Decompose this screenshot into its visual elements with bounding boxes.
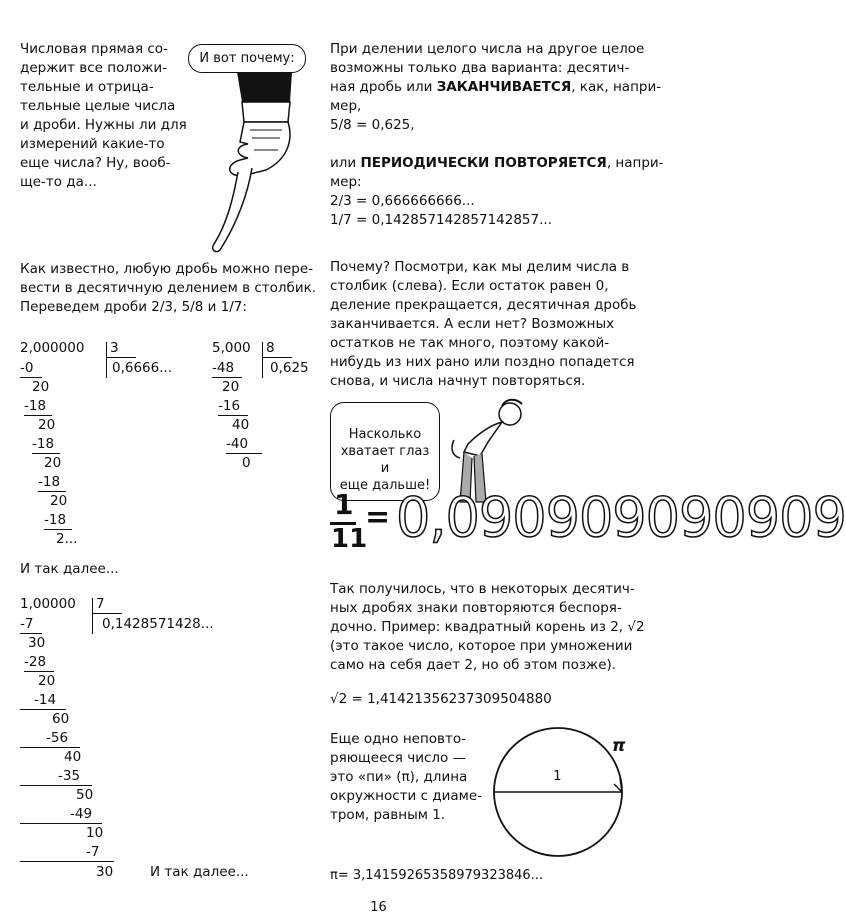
step: -48 — [212, 360, 235, 376]
step: 40 — [232, 417, 250, 433]
dividend: 2,000000 — [20, 340, 85, 356]
text-line: снова, и числа начнут повторяться. — [330, 373, 586, 389]
pi-paragraph — [330, 730, 482, 825]
divisor: 7 — [96, 596, 105, 612]
step: -7 — [20, 616, 34, 632]
intro-line: Числовая прямая со- — [20, 41, 168, 57]
emphasis-repeats: ПЕРИОДИЧЕСКИ ПОВТОРЯЕТСЯ — [360, 155, 607, 171]
diameter-label: 1 — [553, 768, 562, 784]
intro-line: ще-то да... — [20, 174, 97, 190]
fraction-denominator: 11 — [331, 524, 368, 554]
page-number: 16 — [370, 900, 387, 915]
intro-line: тельные и отрица- — [20, 79, 154, 95]
left-mid-paragraph — [20, 260, 316, 317]
intro-line: еще числа? Ну, вооб- — [20, 155, 171, 171]
step: 30 — [96, 864, 114, 880]
text-line: или ПЕРИОДИЧЕСКИ ПОВТОРЯЕТСЯ, напри- — [330, 155, 664, 171]
text-line: возможны только два варианта: десятич- — [330, 60, 630, 76]
step: -18 — [44, 512, 67, 528]
step: -18 — [24, 398, 47, 414]
text-line: ная дробь или ЗАКАНЧИВАЕТСЯ, как, напри- — [330, 79, 662, 95]
text-line: деление прекращается, десятичная дробь — [330, 297, 637, 313]
text-line: Еще одно неповто- — [330, 731, 466, 747]
step: 30 — [28, 635, 46, 651]
step: 50 — [76, 787, 94, 803]
example-58: 5/8 = 0,625, — [330, 117, 415, 133]
step: 0 — [242, 455, 251, 471]
step: 40 — [64, 749, 82, 765]
step: 2... — [56, 531, 78, 547]
sqrt-paragraph — [330, 580, 645, 675]
step: 20 — [222, 379, 240, 395]
step: -7 — [86, 844, 100, 860]
right-top-paragraph — [330, 40, 664, 230]
text-line: Почему? Посмотри, как мы делим числа в — [330, 259, 630, 275]
step: -28 — [24, 654, 47, 670]
step: 60 — [52, 711, 70, 727]
text-line: заканчивается. А если нет? Возможных — [330, 316, 615, 332]
i-tak-dalee-tail: И так далее... — [150, 864, 249, 880]
step: -56 — [46, 730, 69, 746]
big-repeating-decimal — [396, 486, 846, 556]
intro-line: измерений какие-то — [20, 136, 165, 152]
text-line: само на себя дает 2, но об этом позже). — [330, 657, 617, 673]
step: 20 — [38, 417, 56, 433]
example-23: 2/3 = 0,666666666... — [330, 193, 475, 209]
text-line: При делении целого числа на другое целое — [330, 41, 645, 57]
fraction-equals: = — [365, 500, 391, 535]
quotient: 0,1428571428... — [102, 616, 214, 632]
step: -0 — [20, 360, 34, 376]
intro-line: и дроби. Нужны ли для — [20, 117, 187, 133]
divisor: 3 — [110, 340, 119, 356]
text-line: дочно. Пример: квадратный корень из 2, √2 — [330, 619, 645, 635]
intro-paragraph — [20, 40, 187, 192]
text-line: (это такое число, которое при умножении — [330, 638, 633, 654]
step: 20 — [50, 493, 68, 509]
step: -35 — [58, 768, 81, 784]
text-line: столбик (слева). Если остаток равен 0, — [330, 278, 609, 294]
right-mid-paragraph — [330, 258, 637, 391]
text-line: вести в десятичную делением в столбик. — [20, 280, 317, 296]
pi-symbol-label: π — [612, 736, 626, 756]
fraction-numerator: 1 — [334, 488, 354, 521]
divisor: 8 — [266, 340, 275, 356]
speech-bubble-top — [188, 44, 306, 73]
intro-line: держит все положи- — [20, 60, 168, 76]
sqrt2-value: √2 = 1,41421356237309504880 — [330, 691, 552, 707]
step: -40 — [226, 436, 249, 452]
step: -18 — [38, 474, 61, 490]
text-line: тром, равным 1. — [330, 807, 446, 823]
intro-line: тельные целые числа — [20, 98, 176, 114]
step: -49 — [70, 806, 93, 822]
pointing-hand-illustration — [182, 72, 307, 257]
step: 10 — [86, 825, 104, 841]
text-line: Так получилось, что в некоторых десятич- — [330, 581, 635, 597]
i-tak-dalee-label: И так далее... — [20, 561, 119, 577]
decimal-outline-text: 0,090909090909 — [396, 486, 846, 549]
example-17: 1/7 = 0,142857142857142857... — [330, 212, 552, 228]
dividend: 5,000 — [212, 340, 251, 356]
pi-value: π= 3,14159265358979323846... — [330, 868, 544, 883]
text-line: нибудь из них рано или поздно попадется — [330, 354, 635, 370]
bubble-text: И вот почему: — [199, 51, 295, 66]
emphasis-ends: ЗАКАНЧИВАЕТСЯ — [436, 79, 572, 95]
step: -18 — [32, 436, 55, 452]
step: -16 — [218, 398, 241, 414]
text-line: Как известно, любую дробь можно пере- — [20, 261, 314, 277]
text-line: Переведем дроби 2/3, 5/8 и 1/7: — [20, 299, 247, 315]
step: 20 — [44, 455, 62, 471]
text-line: это «пи» (π), длина — [330, 769, 468, 785]
dividend: 1,00000 — [20, 596, 76, 612]
text-line: остатков не так много, поэтому какой- — [330, 335, 610, 351]
text-line: окружности с диаме- — [330, 788, 483, 804]
step: -14 — [34, 692, 57, 708]
bubble-text: Насколько хватает глаз и еще дальше! — [339, 427, 431, 493]
quotient: 0,625 — [270, 360, 309, 376]
step: 20 — [32, 379, 50, 395]
step: 20 — [38, 673, 56, 689]
text-line: ных дробях знаки повторяются беспоря- — [330, 600, 622, 616]
text-line: мер: — [330, 174, 362, 190]
text-line: мер, — [330, 98, 362, 114]
text-line: ряющееся число — — [330, 750, 467, 766]
quotient: 0,6666... — [112, 360, 173, 376]
